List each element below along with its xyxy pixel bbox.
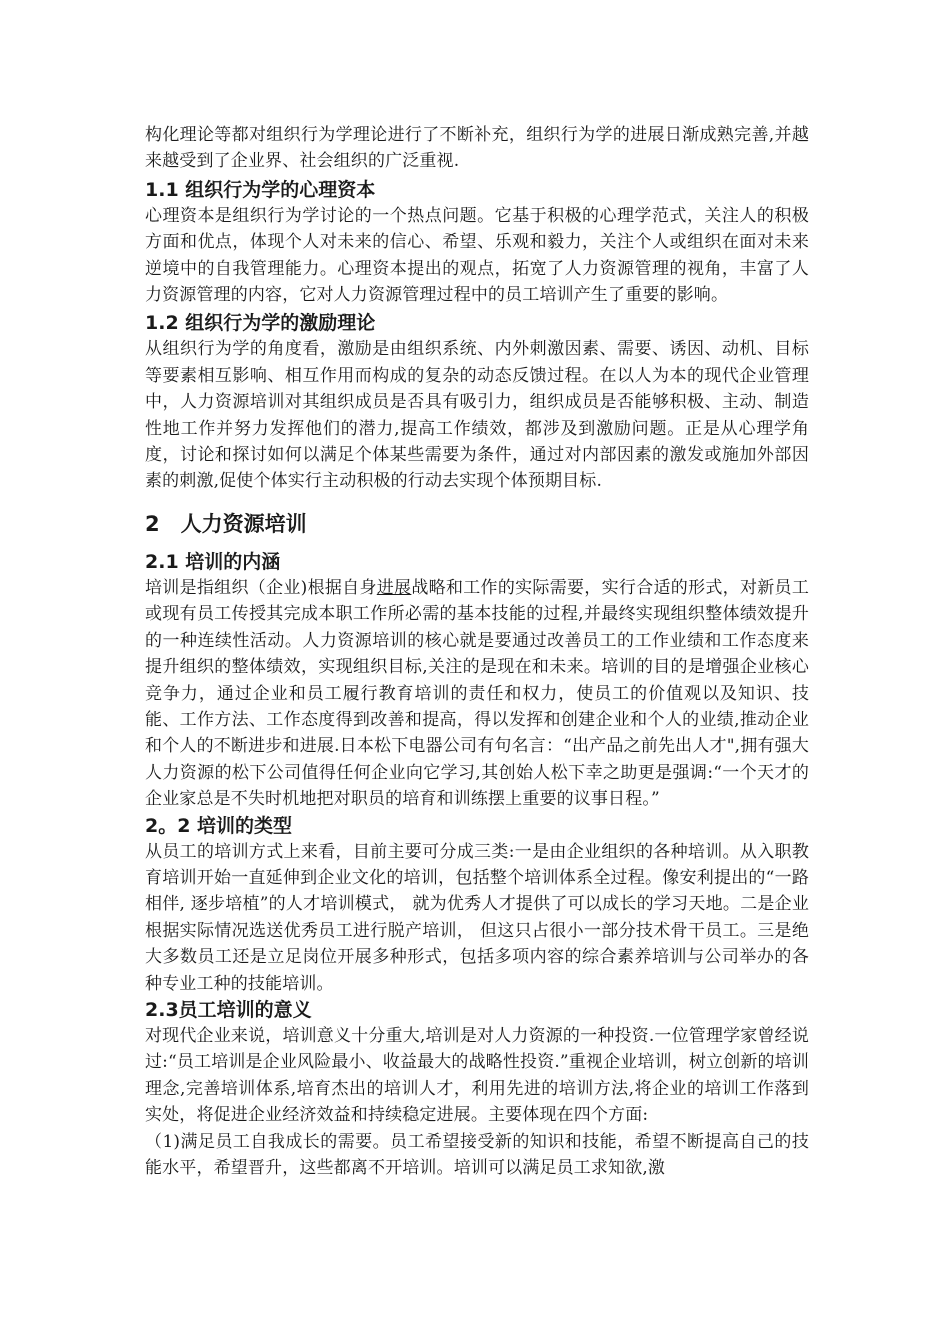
document-page: [145, 122, 809, 1181]
paragraph-2-1-start: 培训是指组织（企业)根据自身: [145, 577, 377, 598]
heading-2-3: 2.3员工培训的意义: [145, 998, 312, 1021]
heading-2-2: 2。2 培训的类型: [145, 814, 293, 837]
paragraph-2-3: 对现代企业来说，培训意义十分重大,培训是对人力资源的一种投资.一位管理学家曾经说过:“员工培训是企业风险最小、收益最大的战略性投资.”重视企业培训，树立创新的培训理念,完善培训体系,培育杰出的培训人才，利用先进的培训方法,将企业的培训工作落到实处，将促进企业经济效益和持续稳定进展。主要体现在四个方面:: [145, 1025, 809, 1126]
paragraph-1-1: 心理资本是组织行为学讨论的一个热点问题。它基于积极的心理学范式，关注人的积极方面和优点，体现个人对未来的信心、希望、乐观和毅力，关注个人或组织在面对未来逆境中的自我管理能力。心理资本提出的观点，拓宽了人力资源管理的视角，丰富了人力资源管理的内容，它对人力资源管理过程中的员工培训产生了重要的影响。: [145, 205, 809, 306]
heading-1-2: 1.2 组织行为学的激励理论: [145, 312, 376, 335]
paragraph-2-3-item-1: （1)满足员工自我成长的需要。员工希望接受新的知识和技能，希望不断提高自己的技能水平，希望晋升，这些都离不开培训。培训可以满足员工求知欲,激: [145, 1131, 809, 1178]
paragraph-1-2: 从组织行为学的角度看，激励是由组织系统、内外刺激因素、需要、诱因、动机、目标等要素相互影响、相互作用而构成的复杂的动态反馈过程。在以人为本的现代企业管理中，人力资源培训对其组织成员是否具有吸引力，组织成员是否能够积极、主动、制造性地工作并努力发挥他们的潜力,提高工作绩效，都涉及到激励问题。正是从心理学角度，讨论和探讨如何以满足个体某些需要为条件，通过对内部因素的激发或施加外部因素的刺激,促使个体实行主动积极的行动去实现个体预期目标.: [145, 339, 809, 492]
paragraph-2-1: [145, 575, 809, 813]
heading-1-1: 1.1 组织行为学的心理资本: [145, 178, 376, 201]
heading-2: 2 人力资源培训: [145, 511, 307, 536]
underlined-link[interactable]: 进展: [376, 577, 412, 598]
intro-paragraph: 构化理论等都对组织行为学理论进行了不断补充，组织行为学的进展日渐成熟完善,并越来越受到了企业界、社会组织的广泛重视.: [145, 125, 809, 172]
paragraph-2-1-rest: 战略和工作的实际需要，实行合适的形式，对新员工或现有员工传授其完成本职工作所必需的基本技能的过程,并最终实现组织整体绩效提升的一种连续性活动。人力资源培训的核心就是要通过改善员工的工作业绩和工作态度来提升组织的整体绩效，实现组织目标,关注的是现在和未来。培训的目的是增强企业核心竞争力，通过企业和员工履行教育培训的责任和权力，使员工的价值观以及知识、技能、工作方法、工作态度得到改善和提高，得以发挥和创建企业和个人的业绩,推动企业和个人的不断进步和进展.日本松下电器公司有句名言：“出产品之前先出人才",拥有强大人力资源的松下公司值得任何企业向它学习,其创始人松下幸之助更是强调:“一个天才的企业家总是不失时机地把对职员的培育和训练摆上重要的议事日程。”: [145, 577, 809, 810]
heading-2-1: 2.1 培训的内涵: [145, 550, 281, 573]
paragraph-2-2: 从员工的培训方式上来看，目前主要可分成三类:一是由企业组织的各种培训。从入职教育培训开始一直延伸到企业文化的培训，包括整个培训体系全过程。像安利提出的“一路相伴, 逐步培植”的人才培训模式， 就为优秀人才提供了可以成长的学习天地。二是企业根据实际情况选送优秀员工进行脱产培训， 但这只占很小一部分技术骨干员工。三是绝大多数员工还是立足岗位开展多种形式，包括多项内容的综合素养培训与公司举办的各种专业工种的技能培训。: [145, 841, 809, 994]
